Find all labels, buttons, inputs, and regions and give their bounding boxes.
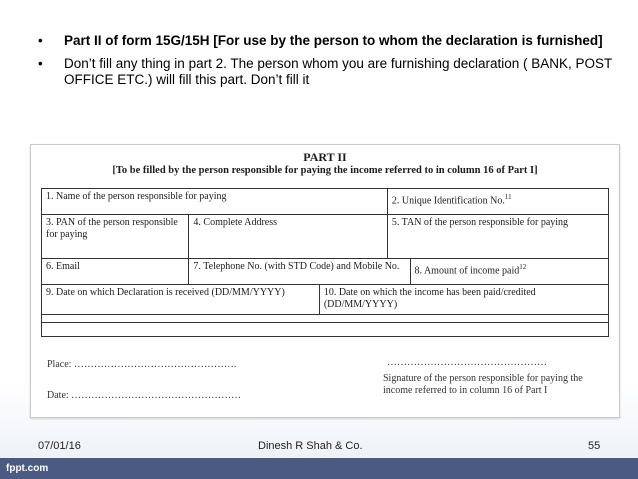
- brand-logo: fppt.com: [6, 463, 49, 474]
- bullet-item: [38, 33, 613, 50]
- table-row: [42, 189, 609, 215]
- bullet-item: [38, 56, 613, 89]
- bottom-bar: [0, 458, 638, 479]
- footer-author: Dinesh R Shah & Co.: [258, 440, 363, 452]
- table-cell: 10. Date on which the income has been paid/credited (DD/MM/YYYY): [319, 285, 608, 315]
- table-cell: 7. Telephone No. (with STD Code) and Mobile No.: [189, 259, 410, 285]
- table-row: [42, 215, 609, 259]
- bullet-text: Don’t fill any thing in part 2. The person whom you are furnishing declaration ( BANK, POST OFFICE ETC.) will fill this part. Don’t fill it: [64, 55, 613, 87]
- table-row: [42, 315, 609, 323]
- bullet-text: Part II of form 15G/15H [For use by the person to whom the declaration is furnished]: [64, 33, 603, 48]
- signature-caption: Signature of the person responsible for paying the income referred to in column 16 of Part I: [383, 373, 583, 396]
- table-cell: 8. Amount of income paid$^{12}$: [410, 259, 608, 285]
- table-cell: 9. Date on which Declaration is received (DD/MM/YYYY): [42, 285, 320, 315]
- bullet-list: [38, 33, 613, 95]
- table-cell: 1. Name of the person responsible for paying: [42, 189, 388, 215]
- table-row: [42, 285, 609, 315]
- date-field: Date: ……………………………………………: [47, 390, 242, 401]
- table-cell: [42, 315, 609, 323]
- bullet-dot-icon: •: [38, 55, 43, 71]
- footer-page-number: 55: [588, 440, 601, 452]
- bullet-dot-icon: •: [38, 33, 43, 48]
- table-cell: 2. Unique Identification No.$^{11}$: [387, 189, 608, 215]
- table-row: [42, 259, 609, 285]
- place-field: Place: ………………………………………….: [47, 359, 237, 370]
- form-title: PART II: [303, 150, 347, 164]
- form-subtitle: [To be filled by the person responsible for paying the income referred to in column 16 of Part I]: [112, 165, 538, 176]
- table-cell: 4. Complete Address: [189, 215, 387, 259]
- table-cell: 3. PAN of the person responsible for paying: [42, 215, 189, 259]
- form-image: [30, 144, 620, 418]
- table-cell: 5. TAN of the person responsible for paying: [387, 215, 608, 259]
- table-cell: 6. Email: [42, 259, 189, 285]
- footer-date: 07/01/16: [38, 440, 81, 452]
- signature-line: …………………………………………: [387, 357, 547, 368]
- table-cell: [42, 323, 609, 337]
- table-row: [42, 323, 609, 337]
- form-table: [41, 188, 609, 337]
